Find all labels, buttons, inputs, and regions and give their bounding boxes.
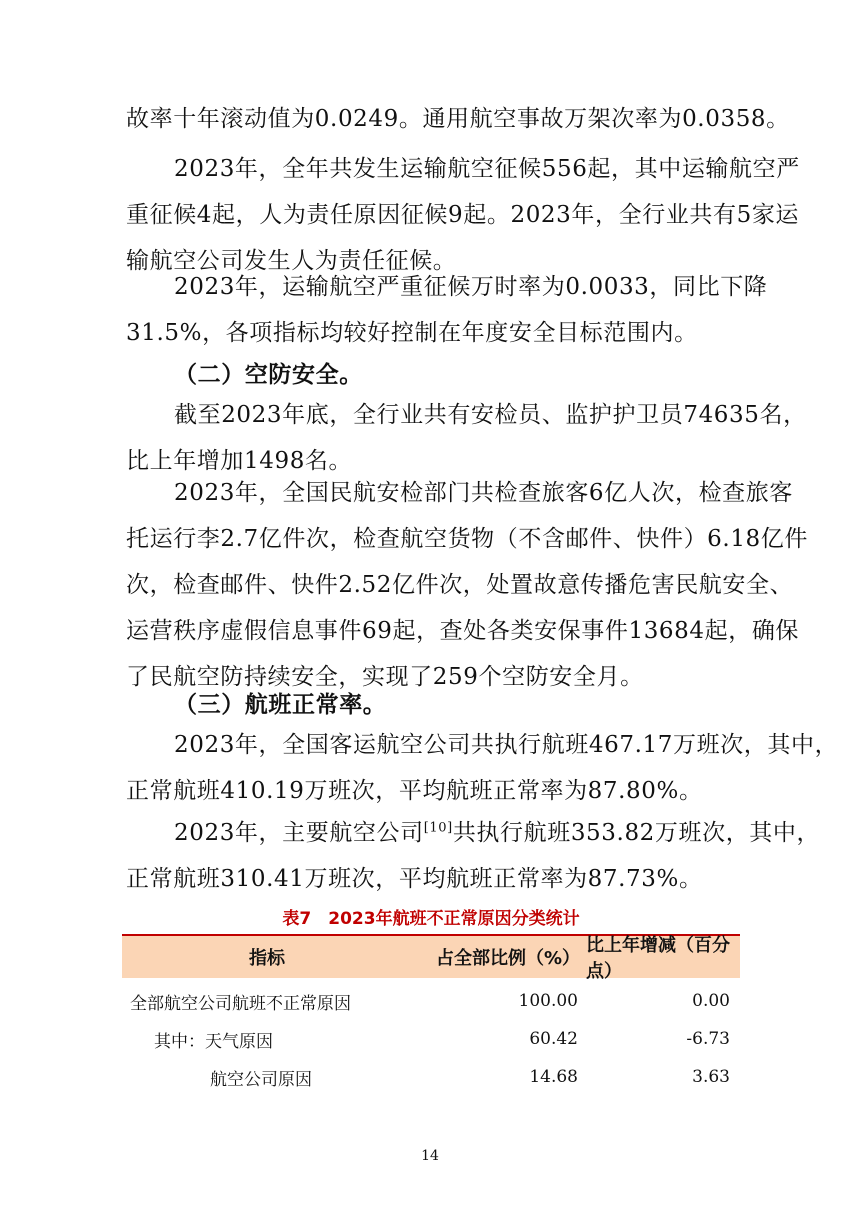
table-row [122,982,740,1020]
text-line: 2023年，全国客运航空公司共执行航班467.17万班次，其中， [174,732,839,758]
text-line: 运营秩序虚假信息事件69起，查处各类安保事件13684起，确保 [126,618,800,644]
table-header-row [122,935,740,982]
text-line: 2023年，运输航空严重征候万时率为0.0033，同比下降 [174,274,768,300]
page-number: 14 [421,1148,439,1164]
text-line: 截至2023年底，全行业共有安检员、监护护卫员74635名， [174,402,807,428]
text-line: 2023年，全国民航安检部门共检查旅客6亿人次，检查旅客 [174,480,793,506]
text-line [126,810,821,856]
text-line: 正常航班410.19万班次，平均航班正常率为87.80%。 [126,778,703,804]
row-share: 14.68 [529,1067,578,1087]
text-line: 次，检查邮件、快件2.52亿件次，处置故意传播危害民航安全、 [126,572,794,598]
paragraph-serious-incident-rate [126,264,768,356]
column-header-indicator: 指标 [249,948,285,969]
text-fragment: 2023年，主要航空公司 [174,820,424,846]
paragraph-security-checks [126,470,808,700]
row-change: -6.73 [686,1029,730,1049]
text-fragment: 共执行航班353.82万班次，其中， [452,820,821,846]
row-share: 60.42 [529,1029,578,1049]
delay-causes-table [122,934,740,1096]
row-change: 0.00 [692,991,730,1011]
paragraph-passenger-flights [126,722,839,814]
text-line: 正常航班310.41万班次，平均航班正常率为87.73%。 [126,866,703,892]
section-heading-aviation-security: （二）空防安全。 [174,361,363,388]
table-row [122,1020,740,1058]
text-line: 输航空公司发生人为责任征候。 [126,248,457,274]
paragraph-major-airlines [126,810,821,902]
text-line: 了民航空防持续安全，实现了259个空防安全月。 [126,664,644,690]
row-indicator: 航空公司原因 [210,1069,312,1090]
table-row [122,1058,740,1096]
row-indicator: 全部航空公司航班不正常原因 [130,993,351,1014]
text-line: 31.5%，各项指标均较好控制在年度安全目标范围内。 [126,320,698,346]
text-line: 重征候4起，人为责任原因征候9起。2023年，全行业共有5家运 [126,202,800,228]
column-header-change: 比上年增减（百分点） [586,935,730,982]
table-caption: 表7 2023年航班不正常原因分类统计 [282,909,580,929]
column-header-share: 占全部比例（%） [435,948,580,969]
paragraph-accident-rate [126,96,790,142]
footnote-ref: [10] [423,820,453,836]
text-line: 托运行李2.7亿件次，检查航空货物（不含邮件、快件）6.18亿件 [126,526,808,552]
text-line: 2023年，全年共发生运输航空征候556起，其中运输航空严 [174,156,800,182]
text-line: 故率十年滚动值为0.0249。通用航空事故万架次率为0.0358。 [126,106,790,132]
text-line: 比上年增加1498名。 [126,448,353,474]
row-share: 100.00 [518,991,578,1011]
section-heading-flight-punctuality: （三）航班正常率。 [174,691,387,718]
row-indicator: 其中：天气原因 [154,1031,273,1052]
row-change: 3.63 [692,1067,730,1087]
